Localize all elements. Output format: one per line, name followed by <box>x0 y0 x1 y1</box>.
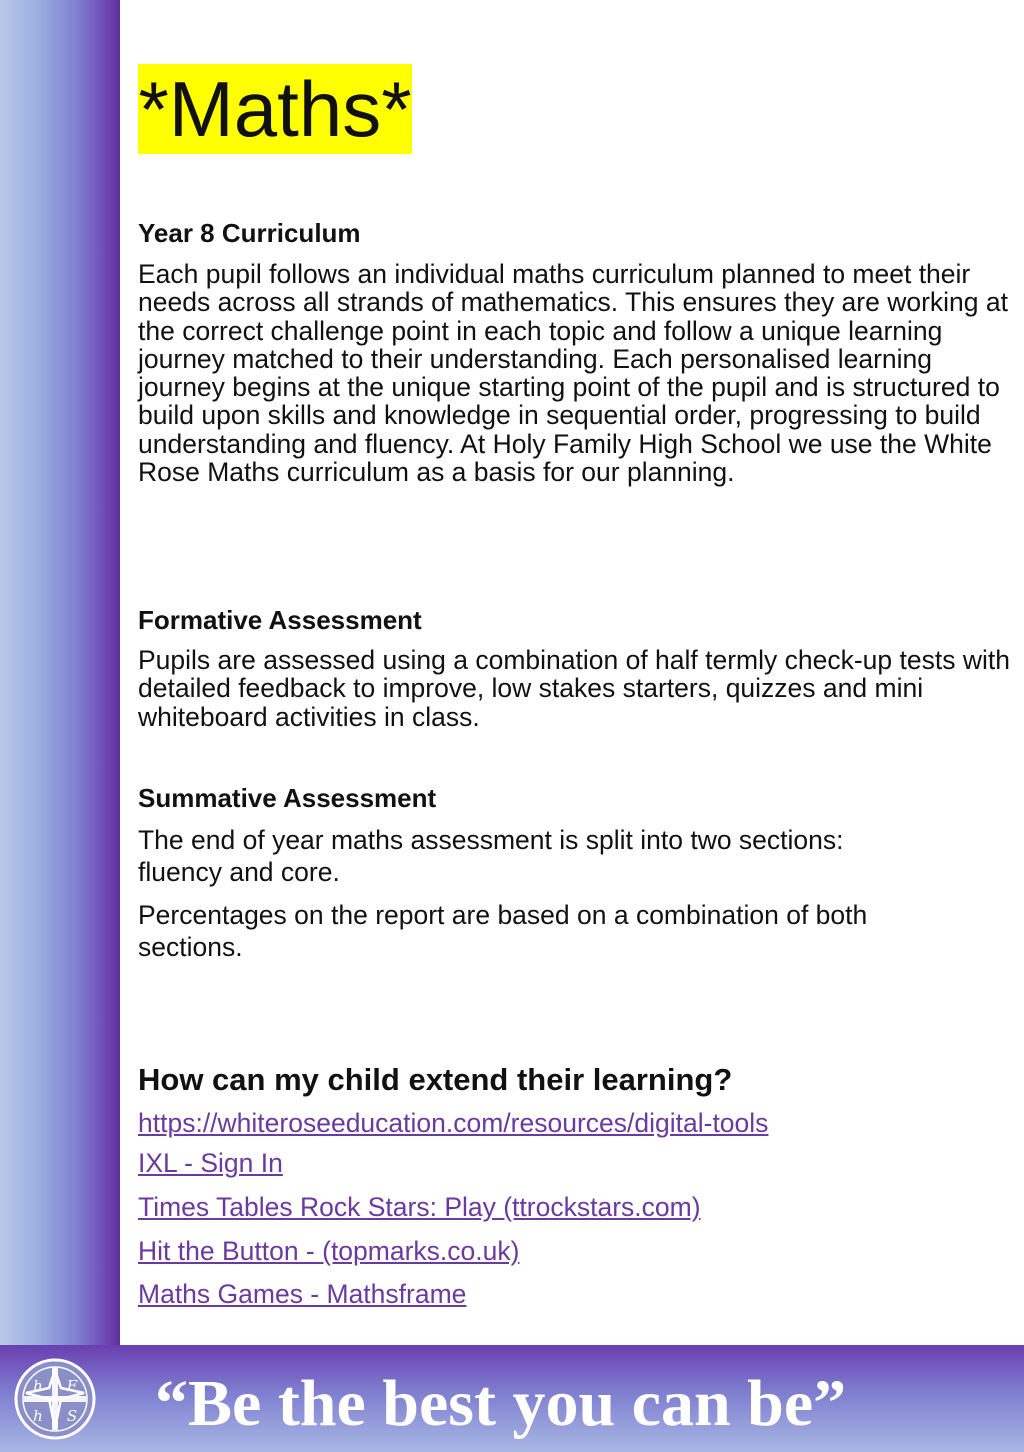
logo-letter-bl: h <box>33 1407 43 1425</box>
school-motto: “Be the best you can be” <box>155 1367 847 1440</box>
logo-letter-br: S <box>66 1407 78 1425</box>
curriculum-heading: Year 8 Curriculum <box>138 218 361 248</box>
link-ttrockstars[interactable]: Times Tables Rock Stars: Play (ttrockstars.com) <box>138 1192 701 1222</box>
link-ixl[interactable]: IXL - Sign In <box>138 1148 283 1178</box>
link-mathsframe[interactable]: Maths Games - Mathsframe <box>138 1279 467 1309</box>
summative-line-1: The end of year maths assessment is split into two sections: <box>138 825 844 855</box>
link-white-rose[interactable]: https://whiteroseeducation.com/resources/digital-tools <box>138 1108 769 1138</box>
school-logo-icon <box>14 1358 96 1440</box>
logo-letter-tl: h <box>33 1377 43 1395</box>
formative-text: Pupils are assessed using a combination of half termly check-up tests with detailed feedback to improve, low stakes starters, quizzes and mini whiteboard activities in class. <box>138 645 1010 732</box>
summative-line-2: fluency and core. <box>138 857 340 887</box>
summative-line-4: sections. <box>138 932 243 962</box>
left-decorative-bar <box>0 0 120 1345</box>
logo-letter-tr: F <box>66 1377 78 1395</box>
curriculum-text: Each pupil follows an individual maths curriculum planned to meet their needs across all strands of mathematics. This ensures they are working at the correct challenge point in each topic and follow a unique learning journey matched to their understanding. Each personalised learning journey begins at the unique starting point of the pupil and is structured to build upon skills and knowledge in sequential order, progressing to build understanding and fluency. At Holy Family High School we use the White Rose Maths curriculum as a basis for our planning. <box>138 259 1008 488</box>
extend-heading: How can my child extend their learning? <box>138 1062 733 1097</box>
link-hit-the-button[interactable]: Hit the Button - (topmarks.co.uk) <box>138 1236 520 1266</box>
page-title: *Maths* <box>138 65 412 153</box>
summative-heading: Summative Assessment <box>138 783 437 813</box>
formative-heading: Formative Assessment <box>138 605 422 635</box>
summative-line-3: Percentages on the report are based on a combination of both <box>138 900 868 930</box>
